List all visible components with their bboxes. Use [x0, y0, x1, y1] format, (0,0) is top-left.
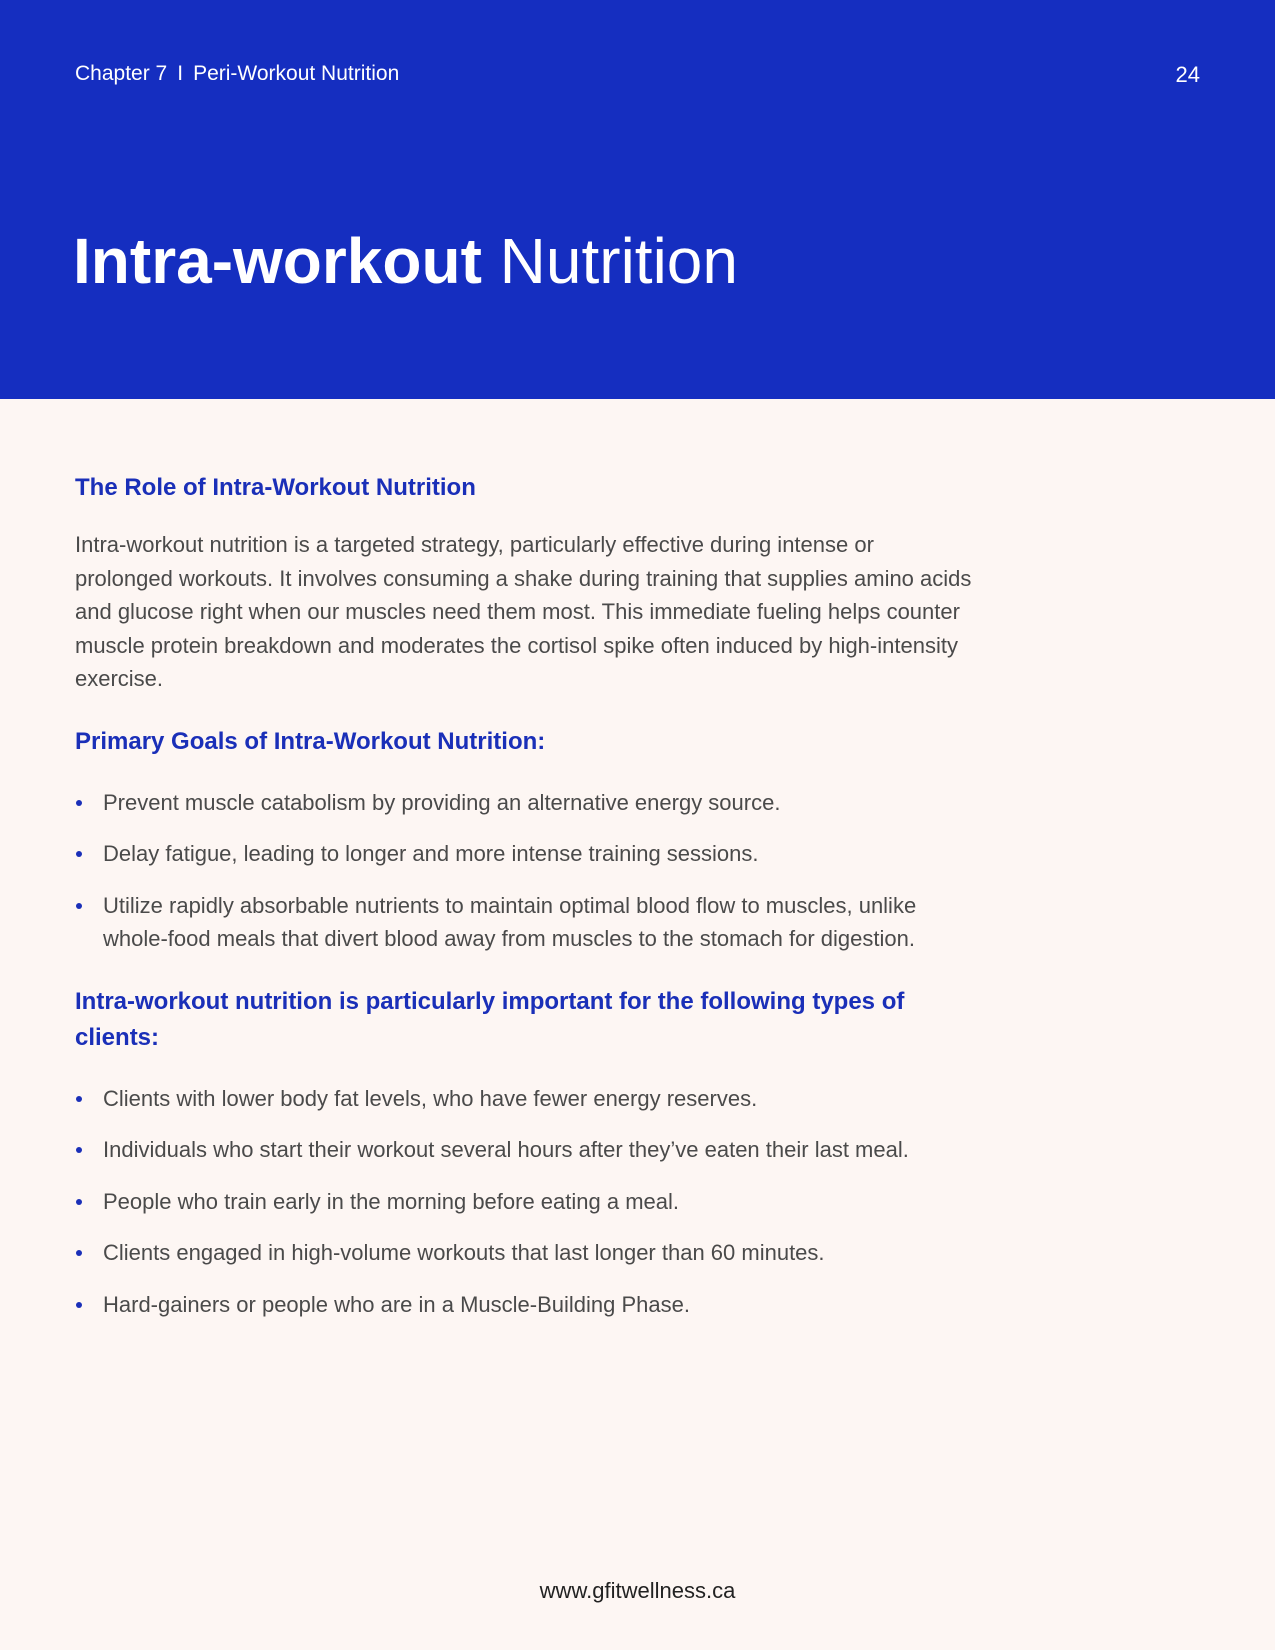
list-item [75, 1185, 975, 1219]
bullet-icon [76, 1302, 82, 1308]
list-item-text: Hard-gainers or people who are in a Muscle-Building Phase. [103, 1291, 690, 1317]
list-item-text: People who train early in the morning before eating a meal. [103, 1188, 680, 1214]
clients-list [75, 1082, 975, 1322]
clients-heading: Intra-workout nutrition is particularly important for the following types of clients: [75, 987, 905, 1051]
bullet-icon [76, 903, 82, 909]
list-item [75, 1133, 975, 1167]
list-item [75, 1236, 975, 1270]
bullet-icon [76, 1147, 82, 1153]
goals-list [75, 786, 975, 956]
list-item-text: Prevent muscle catabolism by providing an alternative energy source. [103, 789, 781, 815]
footer-url: www.gfitwellness.ca [539, 1578, 736, 1603]
bullet-icon [76, 1096, 82, 1102]
list-item-text: Clients with lower body fat levels, who have fewer energy reserves. [103, 1085, 758, 1111]
goals-heading: Primary Goals of Intra-Workout Nutrition: [75, 727, 546, 755]
list-item [75, 786, 975, 820]
main-content [75, 470, 975, 1321]
list-item [75, 1082, 975, 1116]
section-label: Peri-Workout Nutrition [193, 62, 400, 85]
bullet-icon [76, 1250, 82, 1256]
page-title [73, 222, 738, 300]
list-item-text: Individuals who start their workout several hours after they’ve eaten their last meal. [103, 1137, 909, 1162]
chapter-header-banner [0, 0, 1275, 399]
list-item-text: Utilize rapidly absorbable nutrients to maintain optimal blood flow to muscles, unlike whole-food meals that divert blood away from muscles to the stomach for digestion. [103, 892, 917, 951]
page-title-bold: Intra-workout [73, 225, 482, 297]
list-item [75, 889, 975, 956]
bullet-icon [76, 851, 82, 857]
list-item-text: Delay fatigue, leading to longer and more intense training sessions. [103, 841, 759, 866]
breadcrumb-separator: I [177, 62, 184, 85]
bullet-icon [76, 800, 82, 806]
chapter-label: Chapter 7 [75, 62, 168, 85]
role-heading: The Role of Intra-Workout Nutrition [75, 474, 476, 501]
list-item [75, 837, 975, 871]
breadcrumb [75, 62, 399, 86]
role-paragraph: Intra-workout nutrition is a targeted strategy, particularly effective during intense or prolonged workouts. It involves consuming a shake during training that supplies amino acids and glucose right when our muscles need them most. This immediate fueling helps counter muscle protein breakdown and moderates the cortisol spike often induced by high-intensity exercise. [75, 532, 972, 691]
page-number: 24 [1175, 62, 1200, 87]
page-title-regular: Nutrition [499, 225, 738, 297]
list-item [75, 1288, 975, 1322]
list-item-text: Clients engaged in high-volume workouts that last longer than 60 minutes. [103, 1240, 825, 1265]
bullet-icon [76, 1199, 82, 1205]
